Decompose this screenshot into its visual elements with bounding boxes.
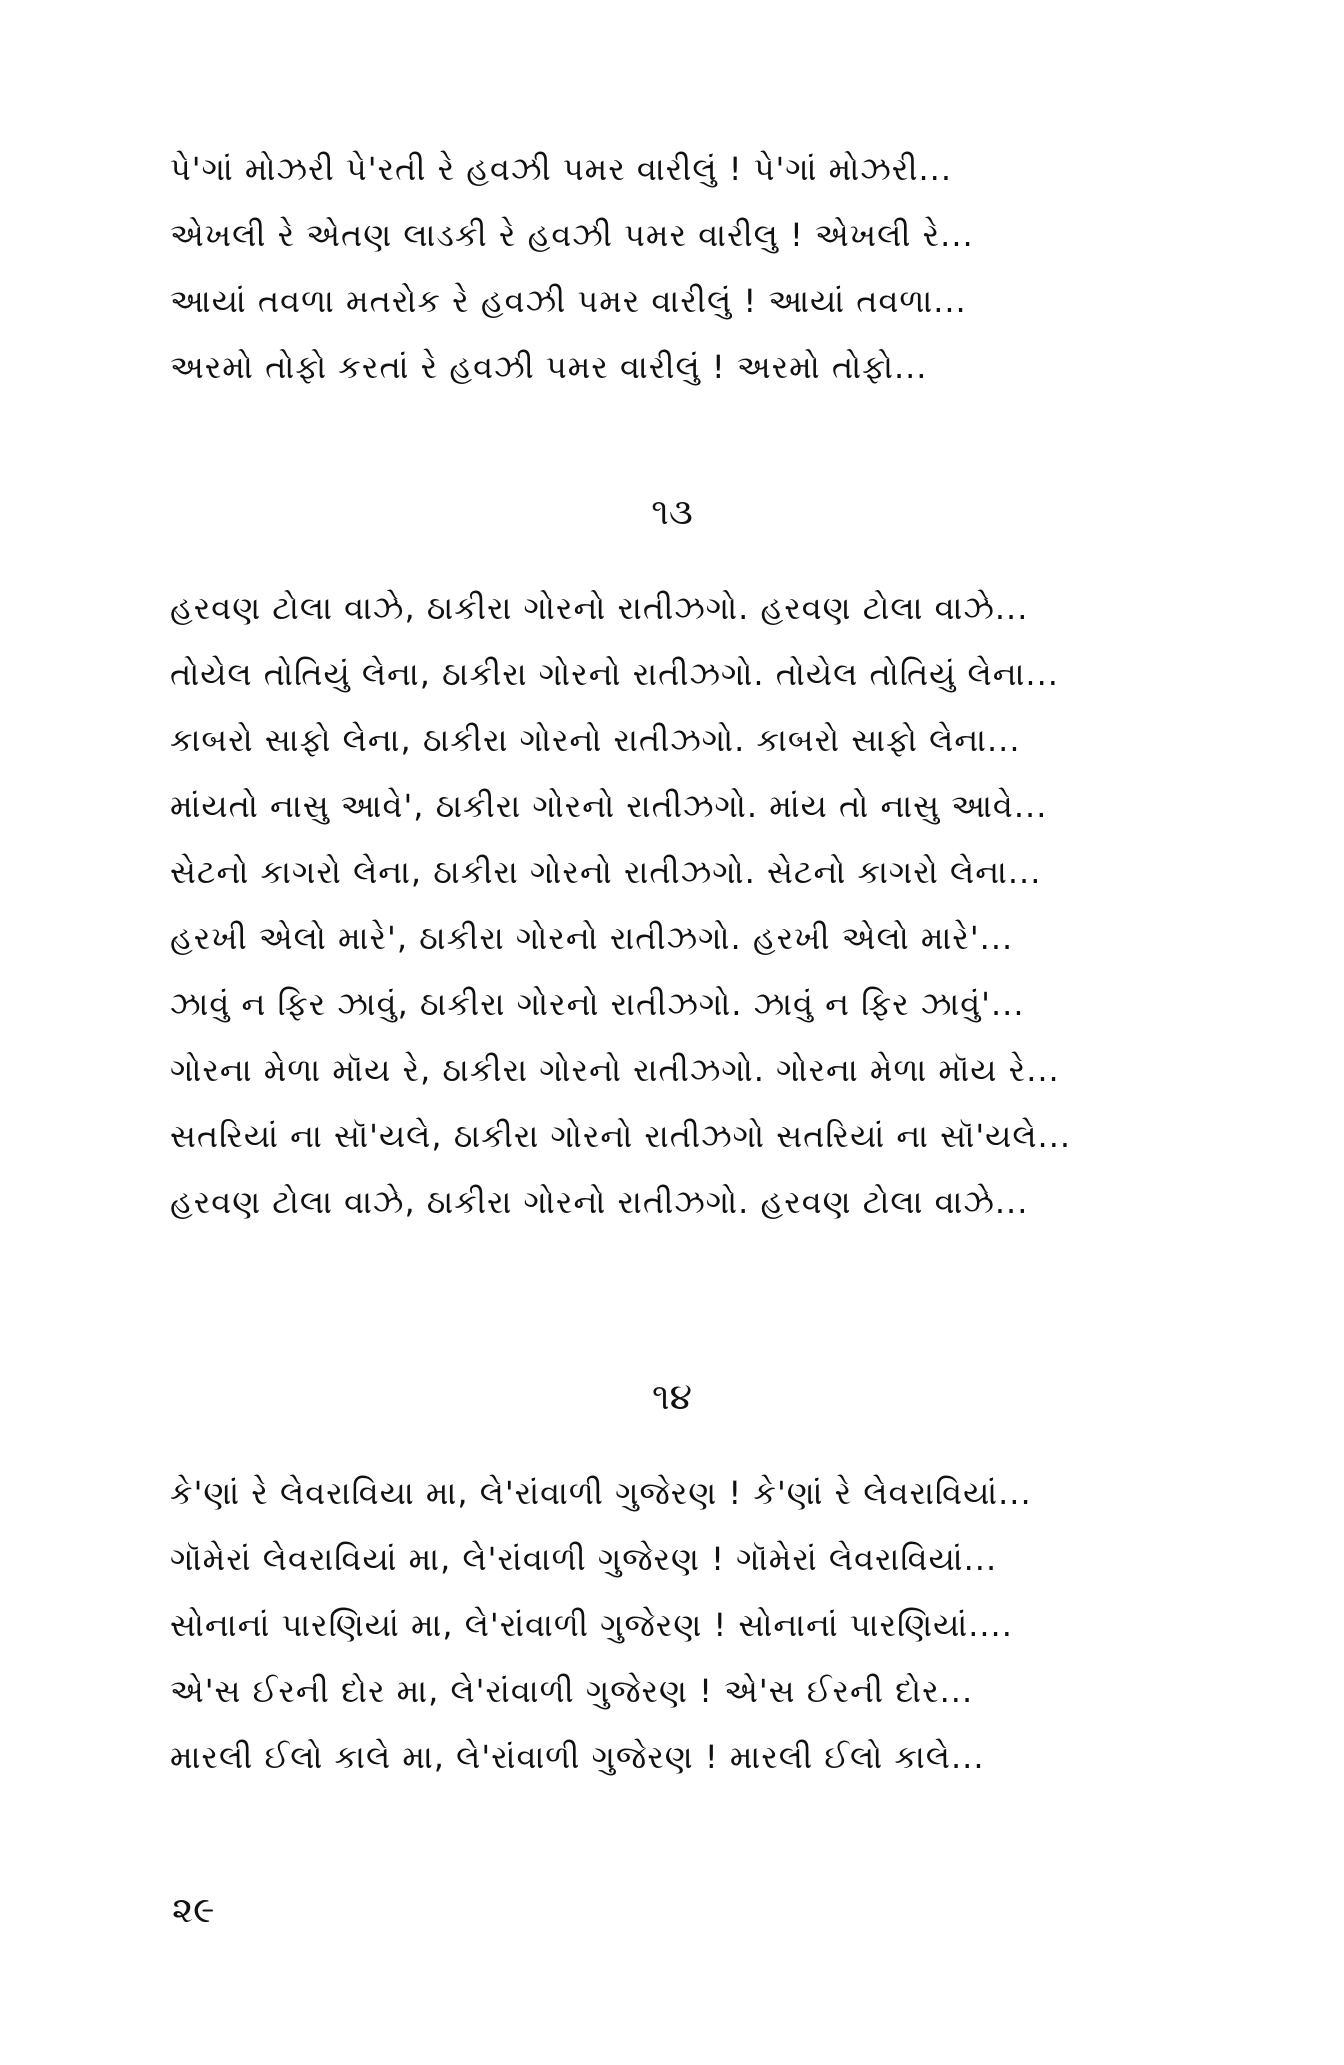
section-number: ૧૪ (652, 1377, 692, 1418)
verse-line: હરવણ ટોલા વાઝે, ઠાકીરા ગોરનો રાતીઝગો. હરવણ ટોલા વાઝે... (170, 1183, 1029, 1221)
verse-line: ઝાવું ન ફિર ઝાવું, ઠાકીરા ગોરનો રાતીઝગો. ઝાવું ન ફિર ઝાવું'... (170, 985, 1025, 1023)
verse-line: ગોરના મેળા મૉય રે, ઠાકીરા ગોરનો રાતીઝગો. ગોરના મેળા મૉય રે... (170, 1051, 1060, 1089)
verse-line: સોનાનાં પારણિયાં મા, લે'રાંવાળી ગુજેરણ ! સોનાનાં પારણિયાં.... (170, 1606, 1013, 1644)
verse-line: ગૉમેરાં લેવરાવિયાં મા, લે'રાંવાળી ગુજેરણ ! ગૉમેરાં લેવરાવિયાં... (170, 1540, 998, 1578)
verse-line: માંયતો નાસુ આવે', ઠાકીરા ગોરનો રાતીઝગો. માંય તો નાસુ આવે... (170, 787, 1048, 825)
song-stanza (170, 136, 1190, 400)
verse-line: હરખી એલો મારે', ઠાકીરા ગોરનો રાતીઝગો. હરખી એલો મારે'... (170, 919, 1014, 957)
verse-line: પે'ગાં મોઝરી પે'રતી રે હવઝી પમર વારીલું ! પે'ગાં મોઝરી... (170, 150, 953, 188)
verse-line: મારલી ઈલો કાલે મા, લે'રાંવાળી ગુજેરણ ! મારલી ઈલો કાલે... (170, 1738, 985, 1776)
song-stanza (170, 575, 1190, 1235)
verse-line: કે'ણાં રે લેવરાવિયા મા, લે'રાંવાળી ગુજેરણ ! કે'ણાં રે લેવરાવિયાં... (170, 1474, 1032, 1512)
verse-line: હરવણ ટોલા વાઝે, ઠાકીરા ગોરનો રાતીઝગો. હરવણ ટોલા વાઝે... (170, 589, 1029, 627)
verse-line: એ'સ ઈરની દોર મા, લે'રાંવાળી ગુજેરણ ! એ'સ ઈરની દોર... (170, 1672, 974, 1710)
song-stanza (170, 1460, 1190, 1790)
verse-line: અરમો તોફો કરતાં રે હવઝી પમર વારીલું ! અરમો તોફો... (170, 348, 928, 386)
section-number: ૧૩ (651, 492, 693, 533)
verse-line: સતરિયાં ના સૉ'યલે, ઠાકીરા ગોરનો રાતીઝગો સતરિયાં ના સૉ'યલે... (170, 1117, 1072, 1155)
verse-line: કાબરો સાફો લેના, ઠાકીરા ગોરનો રાતીઝગો. કાબરો સાફો લેના... (170, 721, 1021, 759)
verse-line: સેટનો કાગરો લેના, ઠાકીરા ગોરનો રાતીઝગો. સેટનો કાગરો લેના... (170, 853, 1042, 891)
verse-line: તોયેલ તોતિયું લેના, ઠાકીરા ગોરનો રાતીઝગો. તોયેલ તોતિયું લેના... (170, 655, 1059, 693)
verse-line: એખલી રે એતણ લાડકી રે હવઝી પમર વારીલુ ! એખલી રે... (170, 216, 974, 254)
verse-line: આયાં તવળા મતરોક રે હવઝી પમર વારીલું ! આયાં તવળા... (170, 282, 967, 320)
page-number: ૨૯ (172, 1890, 215, 1931)
